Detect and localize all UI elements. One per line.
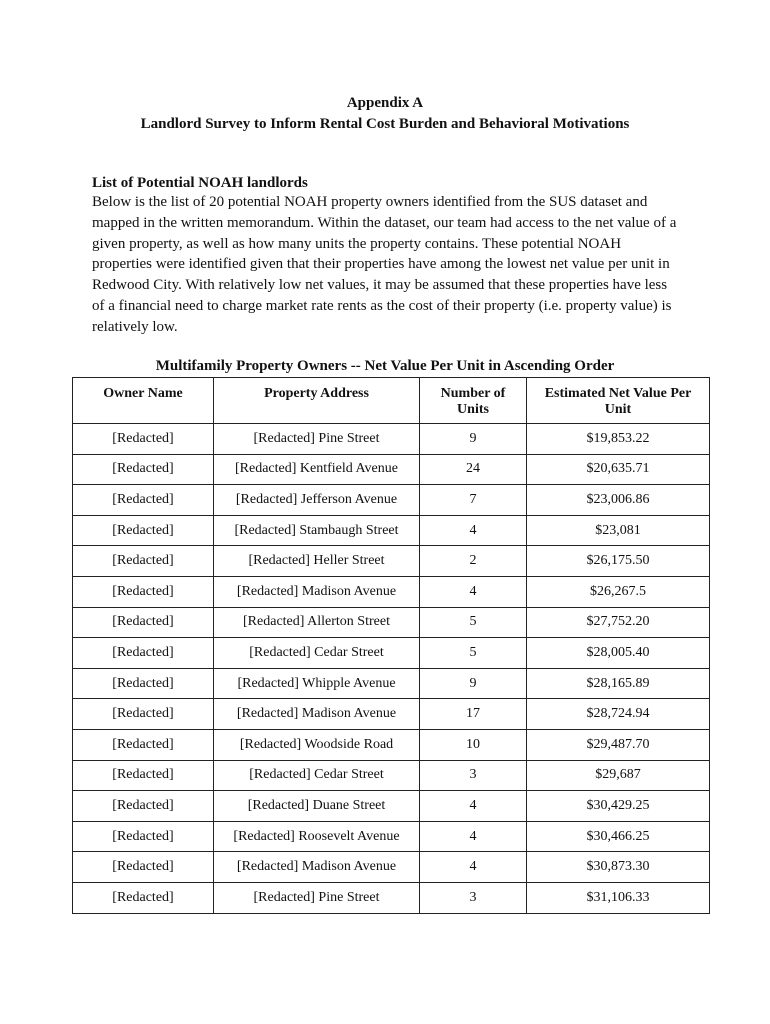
table-row (73, 760, 710, 791)
owner-name-cell: [Redacted] (73, 638, 214, 669)
number-of-units-cell: 4 (420, 852, 527, 883)
property-address-cell: [Redacted] Roosevelt Avenue (214, 821, 420, 852)
net-value-cell: $31,106.33 (527, 882, 710, 913)
table-row (73, 607, 710, 638)
number-of-units-cell: 4 (420, 791, 527, 822)
net-value-cell: $26,267.5 (527, 576, 710, 607)
net-value-cell: $28,005.40 (527, 638, 710, 669)
net-value-cell: $30,873.30 (527, 852, 710, 883)
number-of-units-cell: 9 (420, 424, 527, 455)
property-owners-table (72, 377, 710, 914)
table-row (73, 729, 710, 760)
owner-name-cell: [Redacted] (73, 699, 214, 730)
number-of-units-cell: 5 (420, 638, 527, 669)
property-address-cell: [Redacted] Pine Street (214, 424, 420, 455)
net-value-cell: $20,635.71 (527, 454, 710, 485)
property-address-cell: [Redacted] Madison Avenue (214, 699, 420, 730)
net-value-cell: $23,006.86 (527, 485, 710, 516)
number-of-units-cell: 4 (420, 515, 527, 546)
table-caption: Multifamily Property Owners -- Net Value Per Unit in Ascending Order (155, 358, 615, 374)
property-address-cell: [Redacted] Stambaugh Street (214, 515, 420, 546)
table-row (73, 515, 710, 546)
net-value-cell: $28,724.94 (527, 699, 710, 730)
property-address-cell: [Redacted] Duane Street (214, 791, 420, 822)
owner-name-cell: [Redacted] (73, 882, 214, 913)
owner-name-cell: [Redacted] (73, 454, 214, 485)
owner-name-cell: [Redacted] (73, 576, 214, 607)
property-address-cell: [Redacted] Jefferson Avenue (214, 485, 420, 516)
net-value-cell: $26,175.50 (527, 546, 710, 577)
property-address-cell: [Redacted] Allerton Street (214, 607, 420, 638)
owner-name-cell: [Redacted] (73, 791, 214, 822)
table-row (73, 791, 710, 822)
number-of-units-cell: 2 (420, 546, 527, 577)
table-body (73, 424, 710, 914)
table-row (73, 424, 710, 455)
property-address-cell: [Redacted] Heller Street (214, 546, 420, 577)
number-of-units-cell: 24 (420, 454, 527, 485)
net-value-cell: $19,853.22 (527, 424, 710, 455)
property-address-cell: [Redacted] Cedar Street (214, 760, 420, 791)
property-address-cell: [Redacted] Woodside Road (214, 729, 420, 760)
section-heading: List of Potential NOAH landlords (92, 175, 308, 191)
property-address-cell: [Redacted] Pine Street (214, 882, 420, 913)
net-value-cell: $30,429.25 (527, 791, 710, 822)
number-of-units-cell: 10 (420, 729, 527, 760)
net-value-cell: $27,752.20 (527, 607, 710, 638)
owner-name-cell: [Redacted] (73, 424, 214, 455)
property-address-cell: [Redacted] Madison Avenue (214, 576, 420, 607)
header-owner-name: Owner Name (73, 378, 214, 424)
property-address-cell: [Redacted] Whipple Avenue (214, 668, 420, 699)
document-title: Landlord Survey to Inform Rental Cost Burden and Behavioral Motivations (140, 116, 630, 132)
owner-name-cell: [Redacted] (73, 729, 214, 760)
table-row (73, 485, 710, 516)
table-row (73, 668, 710, 699)
number-of-units-cell: 7 (420, 485, 527, 516)
net-value-cell: $30,466.25 (527, 821, 710, 852)
table-row (73, 882, 710, 913)
owner-name-cell: [Redacted] (73, 546, 214, 577)
net-value-cell: $23,081 (527, 515, 710, 546)
number-of-units-cell: 3 (420, 760, 527, 791)
number-of-units-cell: 17 (420, 699, 527, 730)
number-of-units-cell: 5 (420, 607, 527, 638)
number-of-units-cell: 9 (420, 668, 527, 699)
owner-name-cell: [Redacted] (73, 852, 214, 883)
owner-name-cell: [Redacted] (73, 760, 214, 791)
net-value-cell: $29,687 (527, 760, 710, 791)
owner-name-cell: [Redacted] (73, 485, 214, 516)
number-of-units-cell: 4 (420, 821, 527, 852)
table-row (73, 699, 710, 730)
net-value-cell: $29,487.70 (527, 729, 710, 760)
appendix-label: Appendix A (346, 95, 424, 111)
property-address-cell: [Redacted] Kentfield Avenue (214, 454, 420, 485)
owner-name-cell: [Redacted] (73, 821, 214, 852)
table-row (73, 546, 710, 577)
table-header-row (73, 378, 710, 424)
property-address-cell: [Redacted] Madison Avenue (214, 852, 420, 883)
property-address-cell: [Redacted] Cedar Street (214, 638, 420, 669)
intro-paragraph: Below is the list of 20 potential NOAH property owners identified from the SUS dataset and mapped in the written memorandum. Within the dataset, our team had access to the net value of a given property, as well as how many units the property contains. These potential NOAH properties were identified given that their properties have among the lowest net value per unit in Redwood City. With relatively low net values, it may be assumed that these properties have less of a financial need to charge market rate rents as the cost of their property (i.e. property value) is relatively low. (92, 194, 677, 335)
number-of-units-cell: 3 (420, 882, 527, 913)
header-property-address: Property Address (214, 378, 420, 424)
owner-name-cell: [Redacted] (73, 515, 214, 546)
table-row (73, 576, 710, 607)
table-row (73, 638, 710, 669)
header-estimated-net-value: Estimated Net Value Per Unit (527, 378, 710, 424)
owner-name-cell: [Redacted] (73, 668, 214, 699)
number-of-units-cell: 4 (420, 576, 527, 607)
table-row (73, 454, 710, 485)
table-row (73, 821, 710, 852)
net-value-cell: $28,165.89 (527, 668, 710, 699)
table-row (73, 852, 710, 883)
header-number-of-units: Number of Units (420, 378, 527, 424)
owner-name-cell: [Redacted] (73, 607, 214, 638)
